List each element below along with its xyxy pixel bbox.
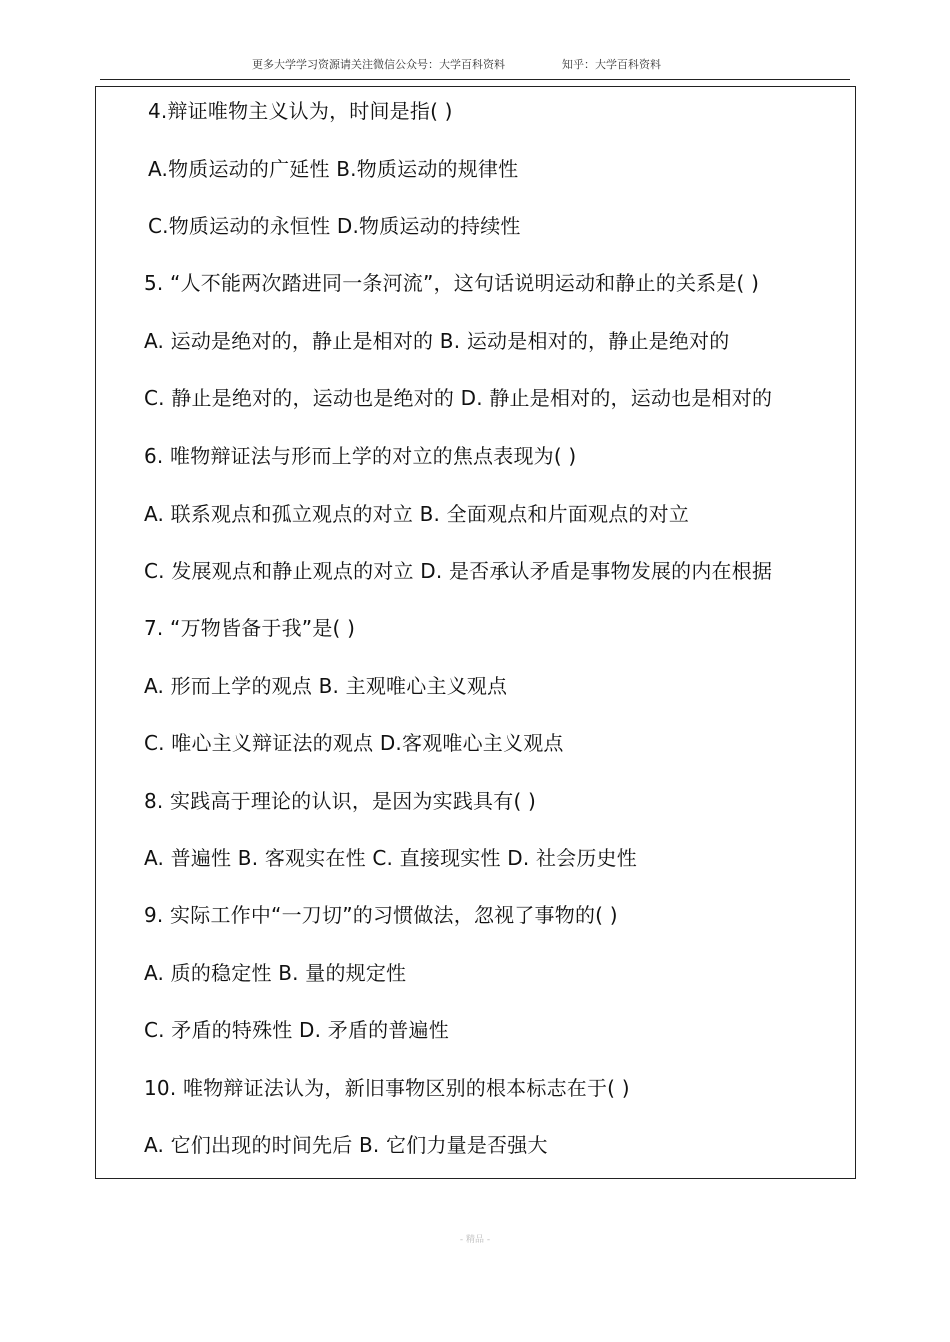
question-9-options-cd: C. 矛盾的特殊性 D. 矛盾的普遍性 bbox=[144, 1018, 449, 1042]
page-header bbox=[0, 56, 950, 74]
question-4-options-cd: C.物质运动的永恒性 D.物质运动的持续性 bbox=[148, 214, 521, 238]
question-5: 5. “人不能两次踏进同一条河流”，这句话说明运动和静止的关系是( ) bbox=[144, 271, 760, 295]
question-10-options-ab: A. 它们出现的时间先后 B. 它们力量是否强大 bbox=[144, 1133, 548, 1157]
question-9-options-ab: A. 质的稳定性 B. 量的规定性 bbox=[144, 961, 407, 985]
question-9: 9. 实际工作中“一刀切”的习惯做法，忽视了事物的( ) bbox=[144, 903, 618, 927]
header-divider bbox=[100, 79, 850, 80]
question-4-options-ab: A.物质运动的广延性 B.物质运动的规律性 bbox=[148, 157, 519, 181]
page-footer: - 精品 - bbox=[459, 1235, 491, 1245]
question-7-options-cd: C. 唯心主义辩证法的观点 D.客观唯心主义观点 bbox=[144, 731, 564, 755]
question-4: 4.辩证唯物主义认为，时间是指( ) bbox=[148, 99, 453, 123]
header-right-text: 知乎：大学百科资料 bbox=[562, 58, 661, 71]
question-5-options-ab: A. 运动是绝对的，静止是相对的 B. 运动是相对的，静止是绝对的 bbox=[144, 329, 730, 353]
question-8: 8. 实践高于理论的认识，是因为实践具有( ) bbox=[144, 789, 537, 813]
question-6-options-ab: A. 联系观点和孤立观点的对立 B. 全面观点和片面观点的对立 bbox=[144, 502, 690, 526]
question-10: 10. 唯物辩证法认为，新旧事物区别的根本标志在于( ) bbox=[144, 1076, 630, 1100]
question-7-options-ab: A. 形而上学的观点 B. 主观唯心主义观点 bbox=[144, 674, 508, 698]
question-7: 7. “万物皆备于我”是( ) bbox=[144, 616, 356, 640]
question-6-options-cd: C. 发展观点和静止观点的对立 D. 是否承认矛盾是事物发展的内在根据 bbox=[144, 559, 773, 583]
header-left-text: 更多大学学习资源请关注微信公众号：大学百科资料 bbox=[252, 58, 505, 71]
question-6: 6. 唯物辩证法与形而上学的对立的焦点表现为( ) bbox=[144, 444, 577, 468]
question-5-options-cd: C. 静止是绝对的，运动也是绝对的 D. 静止是相对的，运动也是相对的 bbox=[144, 386, 773, 410]
question-8-options: A. 普遍性 B. 客观实在性 C. 直接现实性 D. 社会历史性 bbox=[144, 846, 637, 870]
